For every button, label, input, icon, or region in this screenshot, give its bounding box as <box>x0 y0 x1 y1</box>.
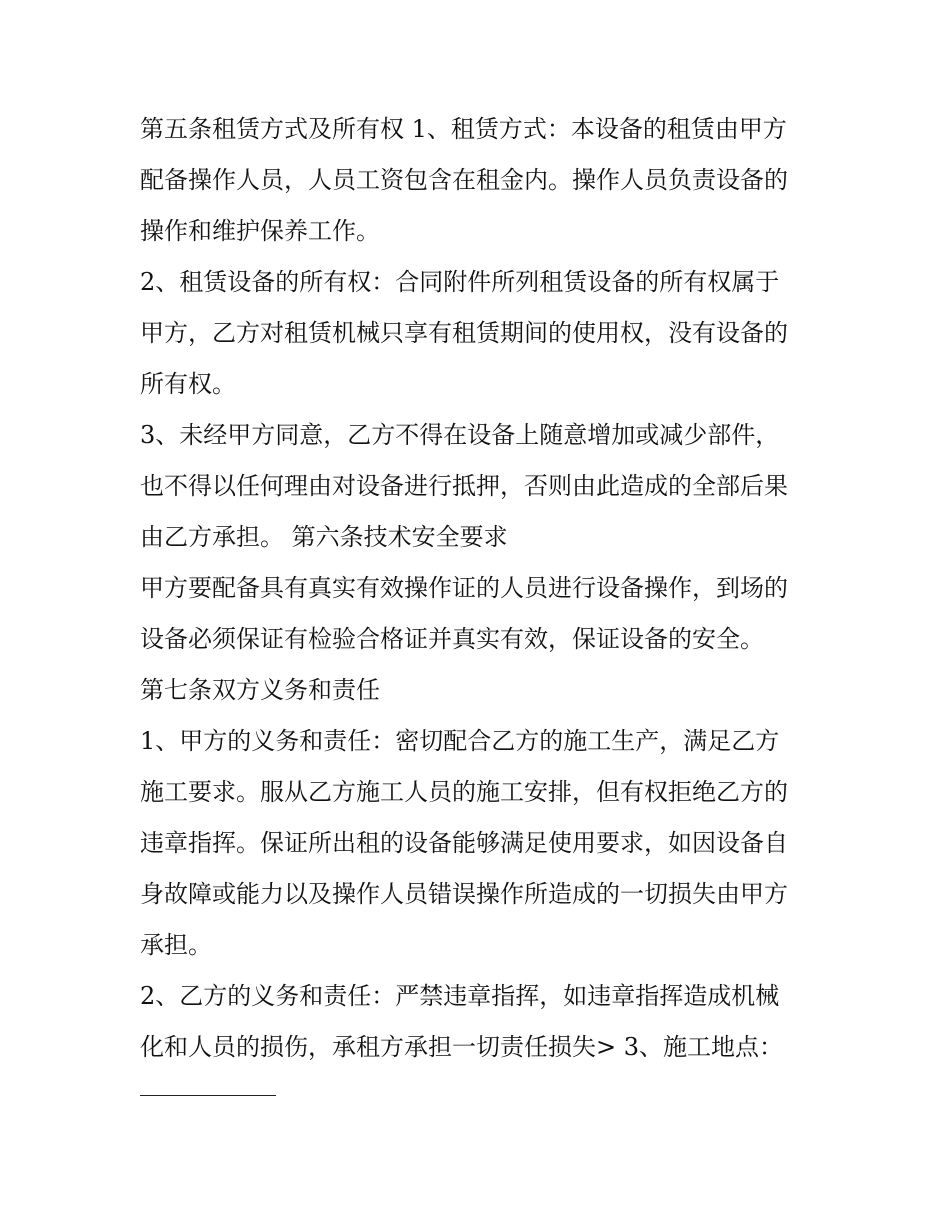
text-line: 配备操作人员，人员工资包含在租金内。操作人员负责设备的 <box>140 166 788 194</box>
text-line: 承担。 <box>140 931 212 959</box>
fill-in-blank-line <box>140 1095 276 1096</box>
text-line: 3、未经甲方同意，乙方不得在设备上随意增加或减少部件， <box>140 421 780 449</box>
text-line: 操作和维护保养工作。 <box>140 217 380 245</box>
text-line: 第五条租赁方式及所有权 1、租赁方式：本设备的租赁由甲方 <box>140 115 787 143</box>
text-line: 甲方，乙方对租赁机械只享有租赁期间的使用权，没有设备的 <box>140 319 788 347</box>
text-line: 1、甲方的义务和责任：密切配合乙方的施工生产，满足乙方 <box>140 727 780 755</box>
document-body <box>140 104 820 1073</box>
text-line: 第七条双方义务和责任 <box>140 676 380 704</box>
text-line: 2、租赁设备的所有权：合同附件所列租赁设备的所有权属于 <box>140 268 780 296</box>
text-line: 身故障或能力以及操作人员错误操作所造成的一切损失由甲方 <box>140 880 788 908</box>
text-line: 违章指挥。保证所出租的设备能够满足使用要求，如因设备自 <box>140 829 788 857</box>
text-line: 也不得以任何理由对设备进行抵押，否则由此造成的全部后果 <box>140 472 788 500</box>
text-line: 所有权。 <box>140 370 236 398</box>
text-line: 由乙方承担。 第六条技术安全要求 <box>140 523 508 551</box>
text-line: 2、乙方的义务和责任：严禁违章指挥，如违章指挥造成机械 <box>140 982 780 1010</box>
text-line: 设备必须保证有检验合格证并真实有效，保证设备的安全。 <box>140 625 764 653</box>
text-line: 甲方要配备具有真实有效操作证的人员进行设备操作，到场的 <box>140 574 788 602</box>
text-line: 施工要求。服从乙方施工人员的施工安排，但有权拒绝乙方的 <box>140 778 788 806</box>
text-line: 化和人员的损伤，承租方承担一切责任损失> 3、施工地点： <box>140 1033 784 1061</box>
